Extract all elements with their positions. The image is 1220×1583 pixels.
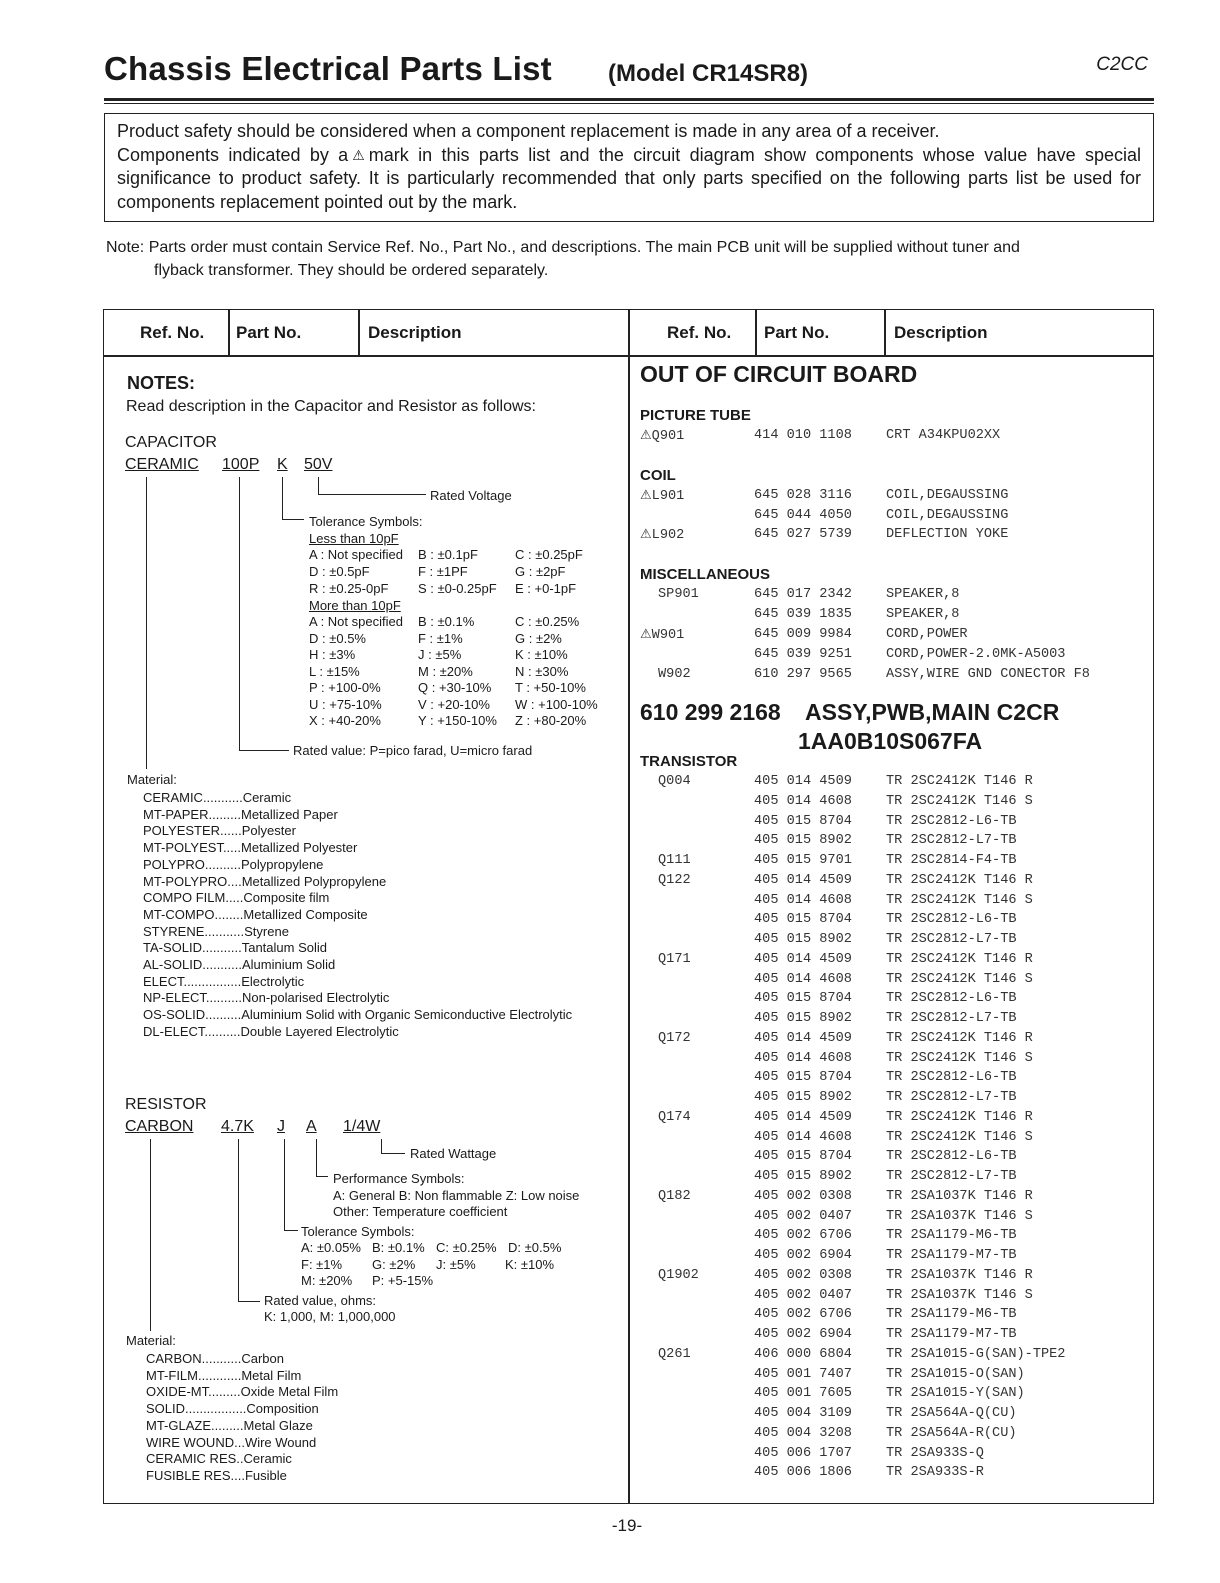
- description: TR 2SC2812-L7-TB: [886, 1090, 1017, 1105]
- material-item: DL-ELECT..........Double Layered Electrolytic: [143, 1023, 399, 1039]
- description: TR 2SC2412K T146 S: [886, 793, 1033, 809]
- part-no: 405 015 8704: [754, 912, 852, 928]
- material-item: POLYPRO..........Polypropylene: [143, 856, 324, 872]
- main-pcb-desc-2: 1AA0B10S067FA: [798, 728, 983, 754]
- part-no: 405 014 4608: [754, 1050, 852, 1066]
- main-pcb-part-no: 610 299 2168: [640, 699, 781, 725]
- part-no: 405 014 4509: [754, 951, 852, 967]
- cap-code-voltage: 50V: [304, 456, 333, 473]
- leader-line: [282, 519, 304, 520]
- part-no: 405 014 4608: [754, 892, 852, 908]
- safety-notice: [104, 113, 1154, 222]
- notes-title: NOTES:: [127, 373, 196, 393]
- warning-triangle-icon: ⚠: [640, 488, 652, 503]
- ref-no: Q172: [658, 1030, 691, 1046]
- description: TR 2SA1015-O(SAN): [886, 1366, 1025, 1382]
- material-item: SOLID.................Composition: [146, 1401, 319, 1417]
- leader-line: [239, 750, 289, 751]
- description: TR 2SC2812-L6-TB: [886, 1149, 1017, 1165]
- part-no: 405 015 8704: [754, 813, 852, 829]
- description: TR 2SC2812-L7-TB: [886, 932, 1017, 947]
- order-note: Note: Parts order must contain Service Ref. No., Part No., and descriptions. The main PCB unit will be supplied without tuner and flyback transformer. They should be ordered separately.: [106, 239, 1020, 279]
- leader-line: [284, 1139, 285, 1230]
- material-item: TA-SOLID...........Tantalum Solid: [143, 940, 327, 956]
- part-no: 405 001 7407: [754, 1366, 852, 1382]
- description: TR 2SA1037K T146 S: [886, 1208, 1033, 1224]
- part-no: 405 002 6706: [754, 1307, 852, 1323]
- rated-wattage-label: Rated Wattage: [410, 1146, 497, 1161]
- safety-line-2: Components indicated by a ⚠ mark in this parts list and the circuit diagram show components whose value have special significance to product safety. It is particularly recommended that only parts specified on the following parts list be used for components replacement pointed out by the mark.: [117, 144, 1141, 212]
- leader-line: [381, 1153, 405, 1154]
- chassis-code: C2CC: [1096, 54, 1148, 75]
- warning-triangle-icon: ⚠: [352, 146, 365, 163]
- rated-voltage-label: Rated Voltage: [430, 488, 512, 503]
- col-divider: [884, 310, 886, 355]
- material-item: POLYESTER......Polyester: [143, 823, 296, 839]
- header-description: Description: [894, 323, 988, 342]
- res-rated-value-units: K: 1,000, M: 1,000,000: [264, 1309, 396, 1324]
- part-no: 405 015 8902: [754, 1011, 852, 1026]
- leader-line: [282, 477, 283, 519]
- part-no: 405 015 8704: [754, 1149, 852, 1165]
- part-no: 405 015 8902: [754, 1169, 852, 1184]
- picture-tube-heading: PICTURE TUBE: [640, 407, 751, 424]
- header-rule-thin: [104, 103, 1154, 104]
- leader-line: [316, 1139, 317, 1176]
- header-description: Description: [368, 323, 462, 342]
- description: TR 2SA933S-Q: [886, 1445, 984, 1461]
- description: TR 2SC2412K T146 S: [886, 892, 1033, 908]
- out-of-board-title: OUT OF CIRCUIT BOARD: [640, 361, 918, 387]
- col-divider: [755, 310, 757, 355]
- cap-material-title: Material:: [127, 772, 177, 787]
- page-number: -19-: [611, 1516, 643, 1535]
- page-title: Chassis Electrical Parts List: [104, 50, 552, 87]
- res-tolerance-title: Tolerance Symbols:: [301, 1224, 415, 1239]
- description: TR 2SC2812-L7-TB: [886, 1169, 1017, 1184]
- warning-triangle-icon: ⚠: [640, 627, 652, 642]
- less-than-title: Less than 10pF: [309, 531, 399, 546]
- part-no: 405 015 8902: [754, 932, 852, 947]
- part-no: 405 015 9701: [754, 853, 852, 868]
- ref-no: Q182: [658, 1188, 691, 1204]
- description: TR 2SC2812-L7-TB: [886, 833, 1017, 849]
- part-no: 405 014 4608: [754, 793, 852, 809]
- material-item: WIRE WOUND...Wire Wound: [146, 1434, 317, 1450]
- description: TR 2SC2412K T146 R: [886, 1109, 1033, 1125]
- description: TR 2SA1179-M6-TB: [886, 1228, 1017, 1244]
- description: TR 2SC2412K T146 S: [886, 1050, 1033, 1066]
- part-no: 405 002 6706: [754, 1228, 852, 1244]
- material-item: FUSIBLE RES....Fusible: [146, 1467, 287, 1483]
- center-divider: [628, 310, 630, 1503]
- leader-line: [316, 1176, 328, 1177]
- description: TR 2SA933S-R: [886, 1465, 984, 1481]
- description: TR 2SC2812-L6-TB: [886, 1070, 1017, 1086]
- part-no: 405 015 8704: [754, 1070, 852, 1086]
- notes-intro: Read description in the Capacitor and Resistor as follows:: [126, 398, 536, 415]
- ref-no: Q111: [658, 853, 691, 868]
- col-divider: [228, 310, 230, 355]
- more-than-title: More than 10pF: [309, 598, 401, 613]
- leader-line: [238, 1139, 239, 1301]
- part-no: 405 004 3208: [754, 1425, 852, 1441]
- description: TR 2SC2812-L6-TB: [886, 813, 1017, 829]
- material-item: STYRENE...........Styrene: [143, 923, 289, 939]
- description: TR 2SC2812-L6-TB: [886, 991, 1017, 1007]
- res-code-value: 4.7K: [221, 1118, 254, 1135]
- material-item: OXIDE-MT.........Oxide Metal Film: [146, 1384, 339, 1400]
- res-code-type: CARBON: [125, 1118, 194, 1135]
- ref-no: Q122: [658, 872, 691, 888]
- leader-line: [146, 477, 147, 769]
- part-no: 405 004 3109: [754, 1406, 852, 1421]
- part-no: 405 001 7605: [754, 1386, 852, 1402]
- resistor-label: RESISTOR: [125, 1096, 207, 1113]
- part-no: 405 014 4608: [754, 971, 852, 987]
- warning-triangle-icon: ⚠: [640, 428, 652, 443]
- part-no: 405 014 4509: [754, 1030, 852, 1046]
- leader-line: [284, 1230, 298, 1231]
- part-no: 405 015 8902: [754, 833, 852, 849]
- material-item: CARBON...........Carbon: [146, 1351, 284, 1366]
- cap-material-list: [143, 790, 572, 1041]
- part-no: 405 002 0407: [754, 1208, 852, 1224]
- leader-line: [381, 1139, 382, 1153]
- res-material-list: [146, 1351, 338, 1485]
- performance-title: Performance Symbols:: [333, 1171, 465, 1186]
- description: TR 2SC2812-L6-TB: [886, 912, 1017, 928]
- res-material-title: Material:: [126, 1333, 176, 1348]
- header-ref-no: Ref. No.: [667, 323, 732, 342]
- capacitor-label: CAPACITOR: [125, 434, 217, 451]
- description: TR 2SC2412K T146 S: [886, 1129, 1033, 1145]
- part-no: 405 002 0308: [754, 1267, 852, 1283]
- part-no: 405 006 1806: [754, 1465, 852, 1481]
- part-no: 405 002 0308: [754, 1188, 852, 1204]
- description: TR 2SC2412K T146 R: [886, 951, 1033, 967]
- cap-code-type: CERAMIC: [125, 456, 199, 473]
- leader-line: [239, 477, 240, 750]
- part-no: 405 014 4509: [754, 872, 852, 888]
- performance-line: A: General B: Non flammable Z: Low noise: [333, 1188, 580, 1203]
- header-rule: [104, 98, 1154, 101]
- material-item: NP-ELECT..........Non-polarised Electrolytic: [143, 990, 390, 1006]
- material-item: MT-POLYEST.....Metallized Polyester: [143, 840, 358, 856]
- transistor-heading: TRANSISTOR: [640, 753, 738, 770]
- header-part-no: Part No.: [764, 323, 830, 342]
- part-no: 405 006 1707: [754, 1445, 852, 1461]
- description: TR 2SA1179-M7-TB: [886, 1327, 1017, 1342]
- res-rated-value-label: Rated value, ohms:: [264, 1293, 377, 1308]
- description: TR 2SA1037K T146 S: [886, 1287, 1033, 1303]
- part-no: 406 000 6804: [754, 1346, 852, 1362]
- description: TR 2SC2412K T146 R: [886, 774, 1033, 789]
- description: TR 2SC2412K T146 R: [886, 872, 1033, 888]
- material-item: CERAMIC RES..Ceramic: [146, 1451, 292, 1467]
- ref-no: Q174: [658, 1109, 691, 1125]
- main-pcb-desc: ASSY,PWB,MAIN C2CR: [805, 699, 1060, 725]
- description: TR 2SC2412K T146 S: [886, 971, 1033, 987]
- leader-line: [318, 477, 319, 494]
- cap-code-tolerance: K: [277, 456, 288, 473]
- description: TR 2SC2812-L7-TB: [886, 1011, 1017, 1026]
- res-code-wattage: 1/4W: [343, 1118, 381, 1135]
- material-item: MT-GLAZE.........Metal Glaze: [146, 1417, 313, 1433]
- ref-no: Q261: [658, 1346, 691, 1362]
- part-no: 405 014 4608: [754, 1129, 852, 1145]
- header-ref-no: Ref. No.: [140, 323, 205, 342]
- misc-heading: MISCELLANEOUS: [640, 566, 771, 583]
- material-item: MT-COMPO........Metallized Composite: [143, 906, 368, 922]
- part-no: 405 015 8902: [754, 1090, 852, 1105]
- res-code-tolerance: J: [277, 1118, 285, 1135]
- ref-no: Q171: [658, 951, 691, 967]
- tolerance-title: Tolerance Symbols:: [309, 514, 423, 529]
- description: TR 2SA1037K T146 R: [886, 1188, 1033, 1204]
- leader-line: [238, 1301, 260, 1302]
- performance-line: Other: Temperature coefficient: [333, 1204, 508, 1219]
- description: TR 2SA564A-R(CU): [886, 1425, 1017, 1441]
- description: TR 2SA1037K T146 R: [886, 1267, 1033, 1283]
- material-item: ELECT................Electrolytic: [143, 973, 305, 989]
- description: TR 2SA564A-Q(CU): [886, 1406, 1017, 1421]
- description: TR 2SA1015-Y(SAN): [886, 1386, 1025, 1402]
- material-item: MT-POLYPRO....Metallized Polypropylene: [143, 873, 387, 889]
- warning-triangle-icon: ⚠: [640, 527, 652, 542]
- material-item: AL-SOLID...........Aluminium Solid: [143, 957, 336, 973]
- col-divider: [358, 310, 360, 355]
- ref-no: Q1902: [658, 1267, 699, 1283]
- material-item: MT-FILM............Metal Film: [146, 1367, 302, 1383]
- res-code-performance: A: [306, 1118, 317, 1135]
- safety-line-1: Product safety should be considered when a component replacement is made in any area of a receiver.: [117, 121, 940, 141]
- description: TR 2SA1015-G(SAN)-TPE2: [886, 1346, 1066, 1362]
- description: TR 2SA1179-M6-TB: [886, 1307, 1017, 1323]
- cap-code-value: 100P: [222, 456, 260, 473]
- part-no: 405 015 8704: [754, 991, 852, 1007]
- material-item: COMPO FILM.....Composite film: [143, 890, 330, 906]
- ref-no: Q004: [658, 774, 691, 789]
- description: TR 2SA1179-M7-TB: [886, 1248, 1017, 1263]
- part-no: 405 002 6904: [754, 1327, 852, 1342]
- part-no: 405 014 4509: [754, 1109, 852, 1125]
- cap-rated-value-label: Rated value: P=pico farad, U=micro farad: [293, 743, 533, 758]
- part-no: 405 014 4509: [754, 774, 852, 789]
- leader-line: [318, 494, 426, 495]
- header-part-no: Part No.: [236, 323, 302, 342]
- description: TR 2SC2412K T146 R: [886, 1030, 1033, 1046]
- part-no: 405 002 0407: [754, 1287, 852, 1303]
- description: TR 2SC2814-F4-TB: [886, 853, 1017, 868]
- leader-line: [150, 1139, 151, 1331]
- part-no: 405 002 6904: [754, 1248, 852, 1263]
- material-item: CERAMIC...........Ceramic: [143, 790, 292, 805]
- coil-heading: COIL: [640, 467, 676, 484]
- model-label: (Model CR14SR8): [608, 60, 809, 87]
- material-item: OS-SOLID..........Aluminium Solid with Organic Semiconductive Electrolytic: [143, 1007, 573, 1023]
- material-item: MT-PAPER.........Metallized Paper: [143, 806, 338, 822]
